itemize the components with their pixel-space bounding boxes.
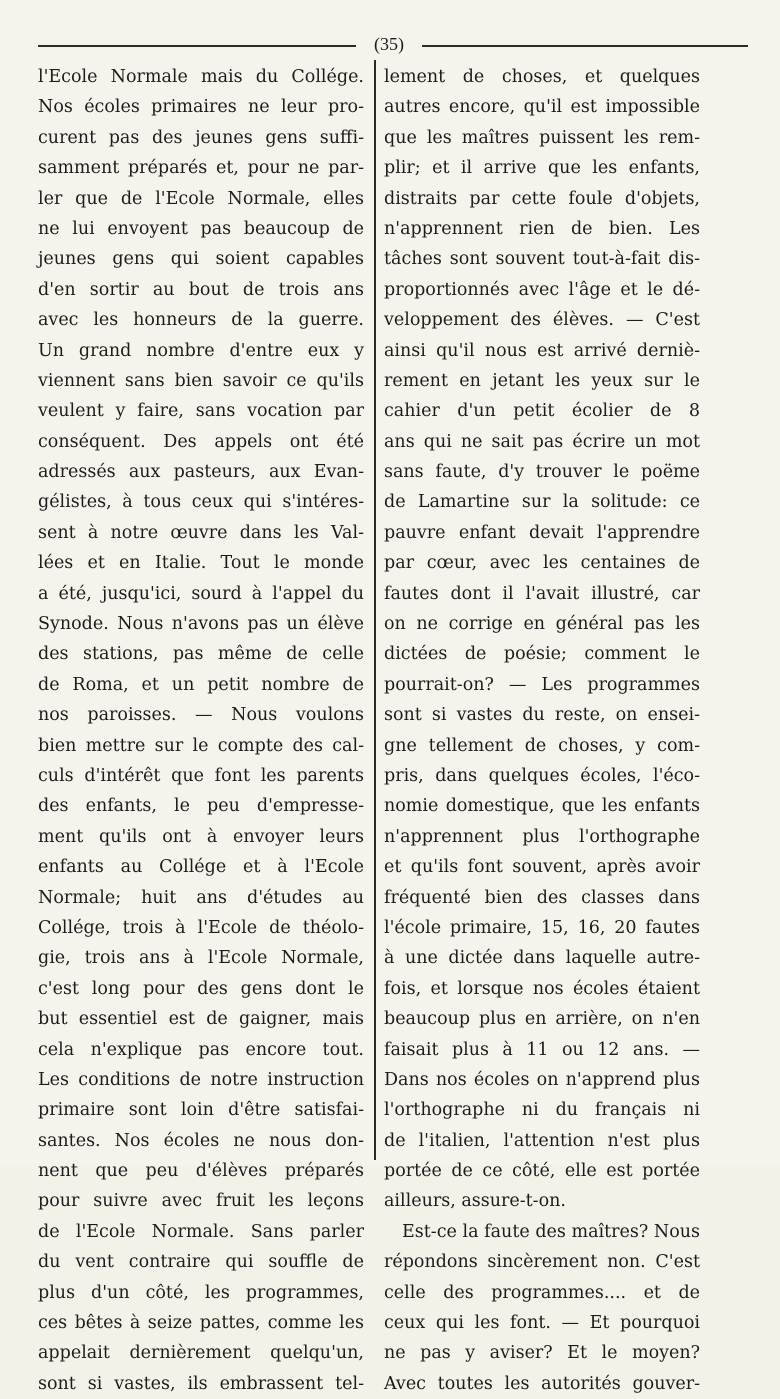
text-line: de Roma, et un petit nombre de bbox=[38, 674, 364, 695]
text-line: culs d'intérêt que font les parents bbox=[38, 765, 364, 786]
text-line: de l'italien, l'attention n'est plus bbox=[384, 1130, 700, 1151]
text-line: avec les honneurs de la guerre. bbox=[38, 310, 364, 331]
text-line: répondons sincèrement non. C'est bbox=[384, 1252, 700, 1273]
text-line: gélistes, à tous ceux qui s'intéres- bbox=[38, 492, 364, 513]
text-line: Synode. Nous n'avons pas un élève bbox=[38, 614, 364, 635]
text-line: cela n'explique pas encore tout. bbox=[38, 1039, 364, 1060]
text-line: lement de choses, et quelques bbox=[384, 67, 700, 87]
text-line: appelait dernièrement quelqu'un, bbox=[38, 1343, 364, 1364]
text-line: Les conditions de notre instruction bbox=[38, 1069, 364, 1090]
text-line: des stations, pas même de celle bbox=[38, 644, 364, 665]
text-line: enfants au Collége et à l'Ecole bbox=[38, 857, 364, 878]
text-line: on ne corrige en général pas les bbox=[384, 614, 700, 635]
text-line: cahier d'un petit écolier de 8 bbox=[384, 401, 700, 422]
text-line: sans faute, d'y trouver le poëme bbox=[384, 462, 700, 483]
text-line: Dans nos écoles on n'apprend plus bbox=[384, 1069, 700, 1090]
text-line: autres encore, qu'il est impossible bbox=[384, 97, 700, 118]
text-line: primaire sont loin d'être satisfai- bbox=[38, 1100, 364, 1121]
text-line: fautes dont il l'avait illustré, car bbox=[384, 583, 700, 604]
text-line: santes. Nos écoles ne nous don- bbox=[38, 1130, 364, 1151]
text-line: Est-ce la faute des maîtres? Nous bbox=[402, 1221, 700, 1242]
text-line: par cœur, avec les centaines de bbox=[384, 553, 700, 574]
text-line: ne pas y aviser? Et le moyen? bbox=[384, 1343, 700, 1364]
text-line: fréquenté bien des classes dans bbox=[384, 887, 700, 908]
text-line: l'Ecole Normale mais du Collége. bbox=[38, 67, 364, 87]
text-line: pour suivre avec fruit les leçons bbox=[38, 1191, 364, 1212]
text-line: des enfants, le peu d'empresse- bbox=[38, 796, 364, 817]
text-line: pauvre enfant devait l'apprendre bbox=[384, 522, 700, 543]
text-line: du vent contraire qui souffle de bbox=[38, 1252, 364, 1273]
text-line: nos paroisses. — Nous voulons bbox=[38, 705, 364, 726]
text-line: viennent sans bien savoir ce qu'ils bbox=[38, 370, 364, 391]
text-line: l'orthographe ni du français ni bbox=[384, 1100, 700, 1121]
text-line: ailleurs, assure-t-on. bbox=[384, 1191, 566, 1212]
text-line: lées et en Italie. Tout le monde bbox=[38, 553, 364, 574]
text-line: et qu'ils font souvent, après avoir bbox=[384, 857, 700, 878]
text-line: ainsi qu'il nous est arrivé derniè- bbox=[384, 340, 700, 361]
text-line: ces bêtes à seize pattes, comme les bbox=[38, 1313, 364, 1334]
text-line: ceux qui les font. — Et pourquoi bbox=[384, 1313, 700, 1334]
text-line: proportionnés avec l'âge et le dé- bbox=[384, 279, 700, 300]
text-line: curent pas des jeunes gens suffi- bbox=[38, 127, 364, 148]
right-column bbox=[384, 62, 700, 1399]
text-line: d'en sortir au bout de trois ans bbox=[38, 279, 364, 300]
text-line: plus d'un côté, les programmes, bbox=[38, 1282, 364, 1303]
text-line: nent que peu d'élèves préparés bbox=[38, 1161, 364, 1182]
text-line: a été, jusqu'ici, sourd à l'appel du bbox=[38, 583, 364, 604]
text-line: gie, trois ans à l'Ecole Normale, bbox=[38, 948, 364, 969]
text-line: pris, dans quelques écoles, l'éco- bbox=[384, 765, 700, 786]
text-line: sont si vastes, ils embrassent tel- bbox=[38, 1373, 364, 1394]
text-line: ne lui envoyent pas beaucoup de bbox=[38, 218, 364, 239]
text-line: n'apprennent plus l'orthographe bbox=[384, 826, 700, 847]
text-line: que les maîtres puissent les rem- bbox=[384, 127, 700, 148]
text-line: samment préparés et, pour ne par- bbox=[38, 158, 364, 179]
text-line: gne tellement de choses, y com- bbox=[384, 735, 700, 756]
text-line: portée de ce côté, elle est portée bbox=[384, 1161, 700, 1182]
text-line: Avec toutes les autorités gouver- bbox=[384, 1373, 700, 1394]
left-column bbox=[38, 62, 364, 1399]
text-line: ment qu'ils ont à envoyer leurs bbox=[38, 826, 364, 847]
text-line: à une dictée dans laquelle autre- bbox=[384, 948, 700, 969]
text-line: bien mettre sur le compte des cal- bbox=[38, 735, 364, 756]
text-line: Nos écoles primaires ne leur pro- bbox=[38, 97, 364, 118]
text-line: beaucoup plus en arrière, on n'en bbox=[384, 1009, 700, 1030]
text-line: sent à notre œuvre dans les Val- bbox=[38, 522, 364, 543]
text-line: l'école primaire, 15, 16, 20 fautes bbox=[384, 917, 700, 938]
text-line: n'apprennent rien de bien. Les bbox=[384, 218, 700, 239]
text-line: ler que de l'Ecole Normale, elles bbox=[38, 188, 364, 209]
text-line: but essentiel est de gaigner, mais bbox=[38, 1009, 364, 1030]
text-line: tâches sont souvent tout-à-fait dis- bbox=[384, 249, 700, 270]
text-line: Collége, trois à l'Ecole de théolo- bbox=[38, 917, 364, 938]
text-line: de l'Ecole Normale. Sans parler bbox=[38, 1221, 364, 1242]
text-line: conséquent. Des appels ont été bbox=[38, 431, 364, 452]
text-line: dictées de poésie; comment le bbox=[384, 644, 700, 665]
text-line: de Lamartine sur la solitude: ce bbox=[384, 492, 700, 513]
text-line: veulent y faire, sans vocation par bbox=[38, 401, 364, 422]
text-line: nomie domestique, que les enfants bbox=[384, 796, 700, 817]
page-number: (35) bbox=[374, 34, 404, 54]
text-line: celle des programmes.... et de bbox=[384, 1282, 700, 1303]
page-header bbox=[38, 32, 748, 56]
text-line: pourrait-on? — Les programmes bbox=[384, 674, 700, 695]
text-line: faisait plus à 11 ou 12 ans. — bbox=[384, 1039, 700, 1060]
text-line: adressés aux pasteurs, aux Evan- bbox=[38, 462, 364, 483]
text-line: Un grand nombre d'entre eux y bbox=[38, 340, 364, 361]
text-line: ans qui ne sait pas écrire un mot bbox=[384, 431, 700, 452]
text-line: sont si vastes du reste, on ensei- bbox=[384, 705, 700, 726]
text-line: Normale; huit ans d'études au bbox=[38, 887, 364, 908]
text-line: plir; et il arrive que les enfants, bbox=[384, 158, 700, 179]
text-line: rement en jetant les yeux sur le bbox=[384, 370, 700, 391]
header-rule-right bbox=[422, 45, 748, 47]
text-line: fois, et lorsque nos écoles étaient bbox=[384, 978, 700, 999]
text-line: distraits par cette foule d'objets, bbox=[384, 188, 700, 209]
text-line: veloppement des élèves. — C'est bbox=[384, 310, 700, 331]
column-divider bbox=[374, 60, 376, 1160]
header-rule-left bbox=[38, 45, 356, 47]
text-line: jeunes gens qui soient capables bbox=[38, 249, 364, 270]
text-line: c'est long pour des gens dont le bbox=[38, 978, 364, 999]
